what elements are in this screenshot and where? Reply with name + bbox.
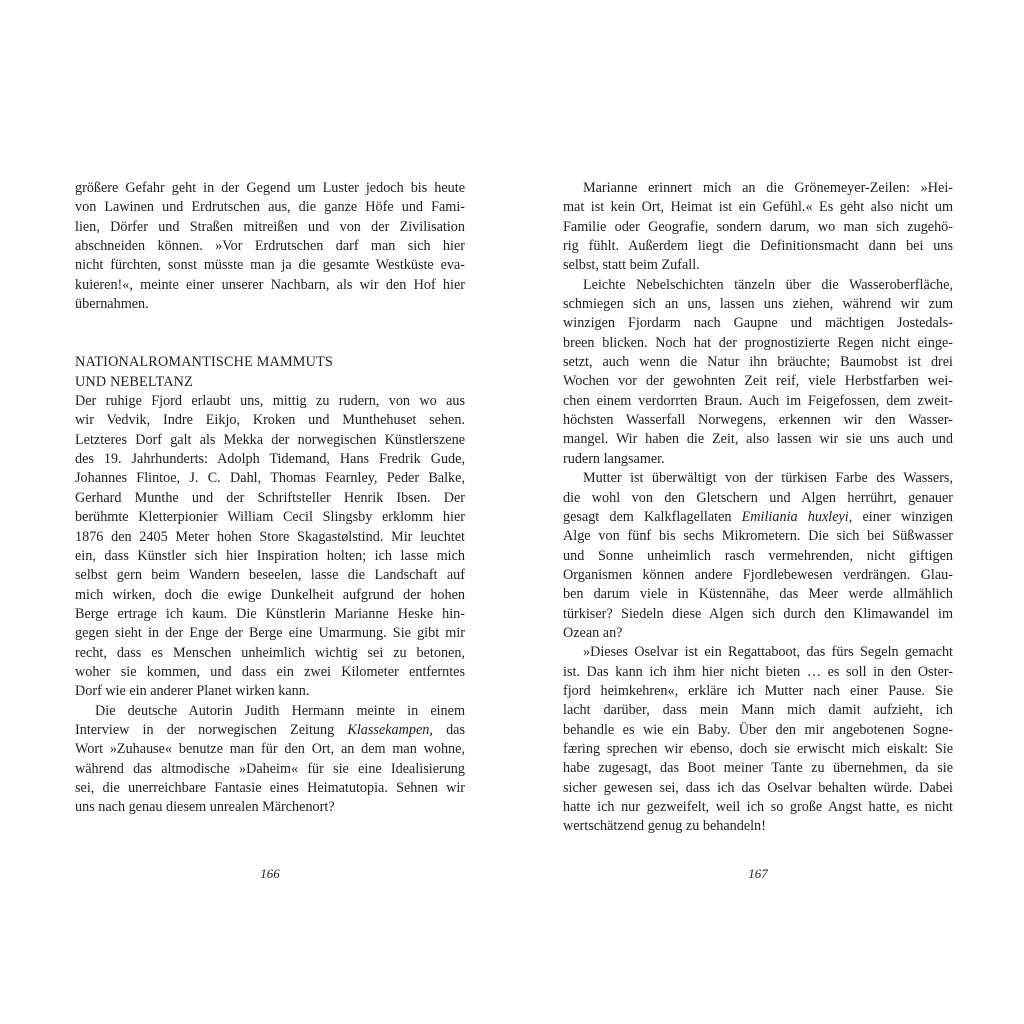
text-line: Ozean an? bbox=[563, 624, 623, 641]
text-line: nicht fürchten, sonst müsste man ja die gesamte Westküste eva- bbox=[75, 257, 465, 274]
text-line: mich wirken, doch die ewige Dunkelheit aufgrund der hohen bbox=[75, 586, 465, 603]
left-page-text bbox=[75, 179, 465, 818]
text-line: wir Vedvik, Indre Eikjo, Kroken und Munthehuset sehen. bbox=[75, 412, 465, 429]
text-line: Johannes Flintoe, J. C. Dahl, Thomas Fearnley, Peder Balke, bbox=[75, 470, 465, 487]
text-line: behandle es wie ein Baby. Über den mir angebotenen Sogne- bbox=[563, 721, 953, 738]
text-line: ben darum viele in Küstennähe, das Meer werde allmählich bbox=[563, 586, 953, 603]
text-line: Berge ertrage ich kaum. Die Künstlerin Marianne Heske hin- bbox=[75, 605, 465, 622]
text-line bbox=[563, 508, 953, 527]
text-line: Dorf wie ein anderer Planet wirken kann. bbox=[75, 683, 310, 700]
text-line: selbst, statt beim Zufall. bbox=[563, 257, 700, 274]
text-line: höchsten Wasserfall Norwegens, erkennen wir den Wasser- bbox=[563, 412, 953, 429]
text-line: breen blicken. Noch hat der prognostizierte Regen nicht einge- bbox=[563, 334, 953, 351]
text-line: Der ruhige Fjord erlaubt uns, mittig zu rudern, von wo aus bbox=[75, 393, 465, 410]
text-line: færing sprechen wir ebenso, doch sie erwischt mich eiskalt: Sie bbox=[563, 740, 953, 757]
text-line: lacht darüber, dass mein Mann mich damit aufzieht, ich bbox=[563, 702, 953, 719]
text-run: Interview in der norwegischen Zeitung bbox=[75, 721, 348, 738]
text-line: mat ist kein Ort, Heimat ist ein Gefühl.« Es geht also nicht um bbox=[563, 199, 953, 216]
text-line: fjord heimkehren«, erkläre ich Mutter nach einer Pause. Sie bbox=[563, 682, 953, 699]
text-line: Gerhard Munthe und der Schriftsteller Henrik Ibsen. Der bbox=[75, 489, 465, 506]
right-page-text bbox=[563, 179, 953, 837]
text-line: Marianne erinnert mich an die Grönemeyer-Zeilen: »Hei- bbox=[583, 180, 953, 196]
text-line: winzigen Fjordarm nach Gaupne und mächtigen Jostedals- bbox=[563, 315, 953, 332]
text-line: abschneiden können. »Vor Erdrutschen darf man sich hier bbox=[75, 238, 465, 255]
text-line: hatte ich nur gezweifelt, weil ich so große Angst hatte, es nicht bbox=[563, 799, 953, 815]
text-line: wertschätzend genug zu behandeln! bbox=[563, 818, 766, 835]
text-run: , einer winzigen bbox=[848, 508, 953, 525]
text-line: chen einem verdorrten Braun. Auch im Feigefossen, dem zweit- bbox=[563, 392, 953, 409]
text-line: ein, dass Künstler sich hier Inspiration holten; ich lasse mich bbox=[75, 547, 465, 564]
text-line: lien, Dörfer und Straßen mitreißen und von der Zivilisation bbox=[75, 218, 465, 235]
text-line: habe zugesagt, das Boot meiner Tante zu übernehmen, da sie bbox=[563, 760, 953, 777]
text-line: woher sie kommen, und dass ein zwei Kilometer entferntes bbox=[75, 663, 465, 680]
text-line: mangel. Wir haben die Zeit, also lassen wir sie uns auch und bbox=[563, 431, 953, 448]
text-line: Wort »Zuhause« benutze man für den Ort, an dem man wohne, bbox=[75, 741, 465, 758]
text-line: uns nach genau diesem unrealen Märchenort? bbox=[75, 799, 335, 816]
text-line: Mutter ist überwältigt von der türkisen Farbe des Wassers, bbox=[583, 470, 953, 487]
text-line: selbst gern beim Wandern beseelen, lasse die Landschaft auf bbox=[75, 567, 465, 584]
text-line: während das altmodische »Daheim« für sie eine Idealisierung bbox=[75, 760, 465, 777]
text-line: sicher gewesen sei, dass ich das Oselvar behalten würde. Dabei bbox=[563, 779, 953, 796]
text-line: und Sonne unheimlich rasch vermehrenden, nicht giftigen bbox=[563, 547, 953, 564]
text-line: rig fühlt. Außerdem liegt die Definitionsmacht dann bei uns bbox=[563, 238, 953, 255]
text-line: ist. Das kann ich ihm hier nicht bieten … es soll in den Oster- bbox=[563, 663, 953, 680]
text-line: kuieren!«, meinte einer unserer Nachbarn, als wir den Hof hier bbox=[75, 276, 465, 293]
text-line: die wohl von den Gletschern und Algen herrührt, genauer bbox=[563, 489, 953, 506]
text-line: des 19. Jahrhunderts: Adolph Tidemand, Hans Fredrik Gude, bbox=[75, 451, 465, 468]
section-spacer bbox=[75, 314, 465, 353]
text-line: größere Gefahr geht in der Gegend um Luster jedoch bis heute bbox=[75, 180, 465, 196]
text-line: schmiegen sich an uns, lassen uns ziehen, während wir zum bbox=[563, 296, 953, 313]
newspaper-title: Klassekampen bbox=[347, 721, 430, 738]
text-line: setzt, auch wenn die Natur ihn bräuchte; Baumobst ist drei bbox=[563, 354, 953, 371]
page-number: 166 bbox=[260, 866, 280, 881]
text-line: berühmte Kletterpionier William Cecil Slingsby erklomm hier bbox=[75, 509, 465, 526]
text-line: recht, dass es Menschen unheimlich wichtig sei zu betonen, bbox=[75, 644, 465, 661]
page-number: 167 bbox=[748, 866, 768, 881]
text-line: Familie oder Geografie, sondern darum, wo man sich zugehö- bbox=[563, 218, 953, 235]
text-run: , das bbox=[429, 721, 465, 738]
text-line: von Lawinen und Erdrutschen aus, die ganze Höfe und Fami- bbox=[75, 199, 465, 216]
text-line: Leichte Nebelschichten tänzeln über die Wasseroberfläche, bbox=[583, 276, 953, 293]
text-line: rudern langsamer. bbox=[563, 450, 665, 467]
text-line: Alge von fünf bis sechs Mikrometern. Die sich bei Süßwasser bbox=[563, 528, 953, 545]
text-line: Wochen vor der gewohnten Zeit reif, viele Herbstfarben wei- bbox=[563, 373, 953, 390]
text-line: übernahmen. bbox=[75, 296, 149, 313]
species-name: Emiliania huxleyi bbox=[741, 508, 849, 525]
text-line: Letzteres Dorf galt als Mekka der norwegischen Künstlerszene bbox=[75, 431, 465, 448]
text-line: Organismen können andere Fjordlebewesen verdrängen. Glau- bbox=[563, 566, 953, 583]
text-run: gesagt dem Kalkflagellaten bbox=[563, 508, 742, 525]
text-line: 1876 den 2405 Meter hohen Store Skagastølstind. Mir leuchtet bbox=[75, 528, 465, 545]
text-line: gegen sieht in der Enge der Berge eine Umarmung. Sie gibt mir bbox=[75, 625, 465, 642]
text-line: sei, die unerreichbare Fantasie eines Heimatutopia. Sehnen wir bbox=[75, 779, 465, 796]
text-line: Die deutsche Autorin Judith Hermann meinte in einem bbox=[95, 702, 465, 719]
text-line bbox=[75, 721, 465, 740]
section-heading-line: UND NEBELTANZ bbox=[75, 373, 193, 390]
section-heading-line: NATIONALROMANTISCHE MAMMUTS bbox=[75, 354, 334, 371]
text-line: »Dieses Oselvar ist ein Regattaboot, das fürs Segeln gemacht bbox=[583, 644, 953, 661]
text-line: türkiser? Siedeln diese Algen sich durch den Klimawandel im bbox=[563, 605, 953, 622]
